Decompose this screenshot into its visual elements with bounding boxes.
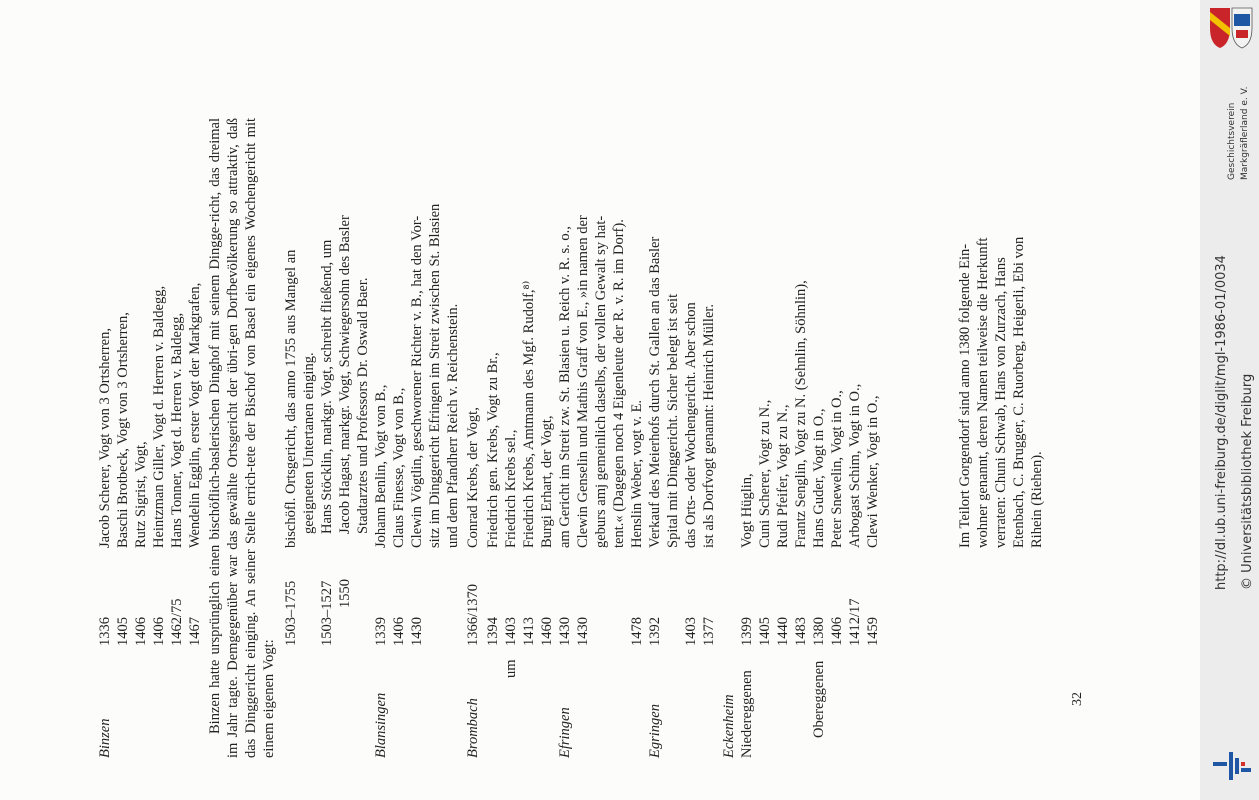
- year: 1462/75: [169, 598, 185, 646]
- entry-text: ist als Dorfvogt genannt: Heinrich Müller.: [701, 303, 717, 548]
- entry-text: wohner genannt, deren Namen teilweise die Herkunft: [975, 237, 991, 548]
- year: 1405: [757, 617, 773, 646]
- entry-text: bischöfl. Ortsgericht, das anno 1755 aus Mangel an: [283, 249, 299, 548]
- entry-text: und dem Pfandherr Reich v. Reichenstein.: [445, 303, 461, 548]
- rotated-text-block-3: [956, 118, 1066, 758]
- year: 1440: [775, 617, 791, 646]
- entry-text: Frantz Senglin, Vogt zu N. (Sehnlin, Söhnlin),: [793, 280, 809, 548]
- year: 1483: [793, 617, 809, 646]
- entry-text: Hans Guder, Vogt in O.,: [811, 408, 827, 548]
- entry-text: Cuni Scherer, Vogt zu N.,: [757, 399, 773, 548]
- entry-text: Friedrich Krebs, Amtmann des Mgf. Rudolf,⁸⁾: [521, 280, 537, 548]
- entry-text: Hans Stöcklin, markgr. Vogt, schreibt fließend, um: [319, 239, 335, 534]
- year: 1366/1370: [465, 583, 481, 646]
- place-blansingen: Blansingen: [373, 692, 389, 758]
- year: 1406: [151, 617, 167, 646]
- year: 1413: [521, 617, 537, 646]
- society-line-1: Geschichtsverein: [1227, 102, 1237, 180]
- entry-text: Verkauf des Meierhofs durch St. Gallen an das Basler: [647, 236, 663, 548]
- year: 1406: [391, 617, 407, 646]
- year: 1459: [865, 617, 881, 646]
- year: 1430: [557, 617, 573, 646]
- year: 1503–1755: [283, 580, 299, 646]
- year: 1406: [133, 617, 149, 646]
- year: 1339: [373, 617, 389, 646]
- entry-text: am Gericht im Streit zw. St. Blasien u. Reich v. R. s. o.,: [557, 226, 573, 548]
- entry-text: Friedrich gen. Krebs, Vogt zu Br.,: [485, 352, 501, 548]
- entry-text: Spital mit Dinggericht. Sicher belegt ist seit: [665, 293, 681, 548]
- entry-text: geburs amj gemeinlich daselbs, der vollen Gewalt sy hat-: [593, 215, 609, 548]
- entry-text: Rudi Pfeifer, Vogt zu N.,: [775, 404, 791, 548]
- society-line-2: Markgräflerland e. V.: [1240, 86, 1250, 180]
- entry-text: tent.« (Dagegen noch 4 Eigenleute der R. v. R. im Dorf).: [611, 219, 627, 548]
- page-number: 32: [1070, 692, 1085, 706]
- entry-text: Henslin Weber, vogt v. E.: [629, 399, 645, 548]
- um-prefix: um: [503, 659, 519, 678]
- place-binzen: Binzen: [97, 718, 113, 758]
- year: 1412/17: [847, 598, 863, 646]
- entry-text: Jacob Hagast, markgr. Vogt, Schwiegersohn des Basler: [337, 215, 353, 534]
- source-url[interactable]: http://dl.ub.uni-freiburg.de/diglit/mgl-1986-01/0034: [1214, 255, 1229, 590]
- year: 1399: [739, 617, 755, 646]
- entry-text: Rihein (Riehen).: [1029, 451, 1045, 548]
- year: 1394: [485, 617, 501, 646]
- year: 1550: [337, 579, 353, 608]
- entry-text: Clewin Vögtlin, geschworener Richter v. B., hat den Vor-: [409, 215, 425, 548]
- entry-text: Peter Snewelin, Vogt in O.,: [829, 390, 845, 548]
- entry-text: Jacob Scherer, Vogt von 3 Ortsherren,: [97, 328, 113, 548]
- year: 1380: [811, 617, 827, 646]
- entry-text: Arbogast Schim, Vogt in O.,: [847, 383, 863, 548]
- entry-text: Claus Finesse, Vogt von B.,: [391, 387, 407, 548]
- entry-text: verraten: Chuni Schwab, Hans von Zurzach, Hans: [993, 257, 1009, 548]
- paragraph-binzen: Binzen hatte ursprünglich einen bischöflich-baslerischen Dinghof mit seinem Dingge-richt, das dreimal im Jahr tagte. Demgegenüber war das gewählte Ortsgericht der übri-gen Dorfbevölkerung so attraktiv, daß das Dinggericht einging. An seiner Stelle errich-tete der Bischof von Basel ein eigenes Wochengericht mit einem eigenen Vogt:: [207, 118, 277, 758]
- year: 1392: [647, 617, 663, 646]
- entry-text: Johann Benlin, Vogt von B.,: [373, 384, 389, 548]
- entry-text: Hans Tonner, Vogt d. Herren v. Baldegg,: [169, 312, 185, 548]
- place-egringen: Egringen: [647, 704, 663, 758]
- entry-text: Vogt Hüglin,: [739, 473, 755, 548]
- entry-text: Wendelin Egglin, erster Vogt der Markgrafen,: [187, 282, 203, 548]
- place-brombach: Brombach: [465, 698, 481, 758]
- place-eckenheim: Eckenheim: [721, 694, 737, 758]
- year: 1430: [409, 617, 425, 646]
- year: 1405: [115, 617, 131, 646]
- entry-text: Rutz Sigrist, Vogt,: [133, 441, 149, 548]
- place-efringen: Efringen: [557, 707, 573, 758]
- rotated-text-block: [96, 118, 486, 758]
- entry-text: Etenbach, C. Brugger, C. Ruorberg, Heigerli, Ebi von: [1011, 236, 1027, 548]
- entry-text: Clewi Wenker, Vogt in O.,: [865, 395, 881, 548]
- entry-text: Friedrich Krebs sel.,: [503, 429, 519, 548]
- entry-text: Heintzman Giller, Vogt d. Herren v. Baldegg,: [151, 285, 167, 548]
- copyright: © Universitätsbibliothek Freiburg: [1240, 373, 1255, 590]
- entry-text: Baschi Brotbeck, Vogt von 3 Ortsherren,: [115, 312, 131, 548]
- year: 1460: [539, 617, 555, 646]
- entry-text: Stadtarztes und Professors Dr. Oswald Baer.: [355, 277, 371, 534]
- entry-text: Clewin Genselin und Mathis Graff von E., »in namen der: [575, 215, 591, 548]
- year: 1403: [503, 617, 519, 646]
- rotated-text-block-2: [484, 118, 884, 758]
- entry-text: das Orts- oder Wochengericht. Aber schon: [683, 302, 699, 548]
- year: 1403: [683, 617, 699, 646]
- entry-text: geeigneten Untertanen einging.: [301, 352, 317, 534]
- year: 1430: [575, 617, 591, 646]
- year: 1467: [187, 617, 203, 646]
- year: 1336: [97, 617, 113, 646]
- entry-text: sitz im Dinggericht Efringen im Streit zwischen St. Blasien: [427, 203, 443, 548]
- place-niedereggenen: Niedereggenen: [739, 670, 755, 758]
- entry-text: Im Teilort Gorgendorf sind anno 1380 folgende Ein-: [957, 243, 973, 548]
- year: 1406: [829, 617, 845, 646]
- entry-text: Conrad Krebs, der Vogt,: [465, 407, 481, 548]
- entry-text: Burgi Erhart, der Vogt,: [539, 415, 555, 548]
- year: 1478: [629, 617, 645, 646]
- year: 1503–1527: [319, 580, 335, 646]
- place-obereggenen: Obereggenen: [811, 660, 827, 738]
- year: 1377: [701, 617, 717, 646]
- university-library-logo-icon: [1211, 748, 1253, 784]
